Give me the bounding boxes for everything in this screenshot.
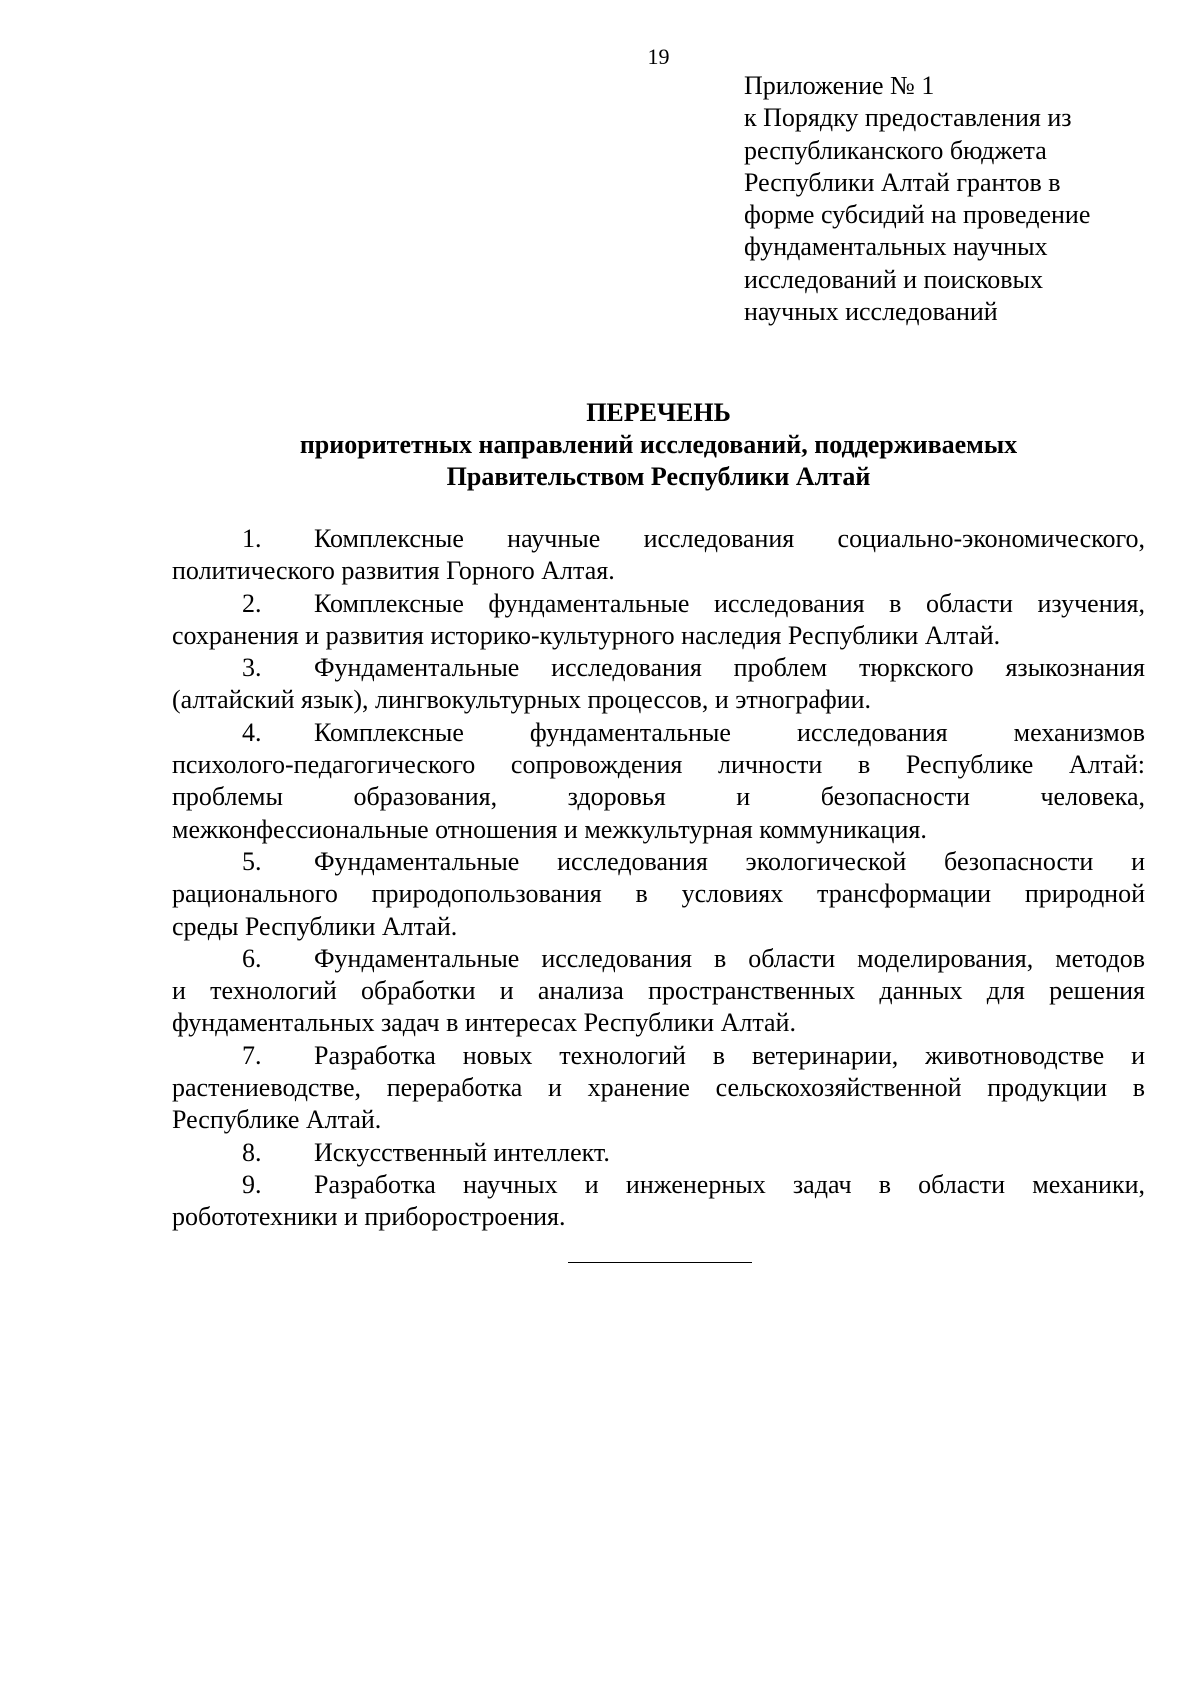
list-item-text: Комплексные фундаментальные исследования в области изучения,: [314, 588, 1145, 618]
list-item-text: Фундаментальные исследования проблем тюркского языкознания: [314, 653, 1145, 683]
list-item: [172, 846, 1145, 943]
list-item-text: Комплексные научные исследования социально-экономического,: [314, 524, 1145, 553]
list-item-line: [172, 588, 1145, 620]
list-item-text: и технологий обработки и анализа пространственных данных для решения: [172, 976, 1145, 1006]
list-item-line: [172, 878, 1145, 910]
list-item-text: психолого-педагогического сопровождения личности в Республике Алтай:: [172, 750, 1145, 780]
appendix-line: фундаментальных научных: [744, 232, 1048, 262]
list-item: [172, 523, 1145, 588]
list-item-line: [172, 846, 1145, 878]
list-item-number: 9.: [242, 1169, 262, 1199]
list-item-text: фундаментальных задач в интересах Республики Алтай.: [172, 1008, 796, 1038]
list-item-line: [172, 749, 1145, 781]
appendix-block: [744, 70, 1164, 328]
list-item-line: [172, 1072, 1145, 1104]
list-item-line: [172, 975, 1145, 1007]
list-item-line: [172, 1007, 1145, 1039]
list-item-line: [172, 943, 1145, 975]
list-item-text: (алтайский язык), лингвокультурных процессов, и этнографии.: [172, 685, 872, 715]
list-item-line: [172, 620, 1145, 652]
list-item-line: [172, 1104, 1145, 1136]
list-item-number: 4.: [242, 717, 262, 747]
list-item-text: Республике Алтай.: [172, 1105, 382, 1135]
list-item-line: [172, 1137, 1145, 1169]
heading-title: ПЕРЕЧЕНЬ: [586, 398, 731, 427]
appendix-line: исследований и поисковых: [744, 264, 1043, 294]
list-item-text: рационального природопользования в условиях трансформации природной: [172, 879, 1145, 909]
list-item-number: 1.: [242, 524, 262, 553]
list-item-text: сохранения и развития историко-культурного наследия Республики Алтай.: [172, 620, 1001, 650]
list-item-line: [172, 652, 1145, 684]
heading-subtitle: Правительством Республики Алтай: [446, 462, 871, 491]
list-item-text: Фундаментальные исследования экологической безопасности и: [314, 846, 1145, 876]
list-item-text: среды Республики Алтай.: [172, 911, 458, 941]
appendix-line: Приложение № 1: [744, 71, 935, 100]
list-item-text: Комплексные фундаментальные исследования механизмов: [314, 717, 1145, 747]
list-item-line: [172, 911, 1145, 943]
list-item-text: межконфессиональные отношения и межкультурная коммуникация.: [172, 814, 927, 844]
list-item-text: Искусственный интеллект.: [314, 1137, 610, 1167]
list-item-line: [172, 523, 1145, 555]
list-item: [172, 717, 1145, 846]
list-item-text: робототехники и приборостроения.: [172, 1202, 566, 1232]
priority-list: [172, 523, 1145, 1234]
closing-rule: [568, 1262, 752, 1263]
document-heading: [0, 397, 1200, 493]
list-item-text: политического развития Горного Алтая.: [172, 556, 615, 586]
list-item: [172, 652, 1145, 717]
list-item-text: растениеводстве, переработка и хранение сельскохозяйственной продукции в: [172, 1073, 1145, 1103]
list-item-number: 2.: [242, 588, 262, 618]
list-item: [172, 1137, 1145, 1169]
list-item-line: [172, 814, 1145, 846]
appendix-line: республиканского бюджета: [744, 135, 1047, 165]
appendix-line: Республики Алтай грантов в: [744, 167, 1061, 197]
list-item-number: 8.: [242, 1137, 262, 1167]
list-item-number: 6.: [242, 943, 262, 973]
list-item-text: Фундаментальные исследования в области моделирования, методов: [314, 943, 1145, 973]
list-item-line: [172, 717, 1145, 749]
list-item-line: [172, 1040, 1145, 1072]
list-item-number: 7.: [242, 1040, 262, 1070]
list-item: [172, 1169, 1145, 1234]
appendix-line: форме субсидий на проведение: [744, 200, 1091, 230]
list-item: [172, 588, 1145, 653]
list-item: [172, 1040, 1145, 1137]
appendix-line: научных исследований: [744, 297, 998, 327]
list-item-line: [172, 684, 1145, 716]
list-item-number: 3.: [242, 653, 262, 683]
list-item-text: Разработка научных и инженерных задач в области механики,: [314, 1169, 1145, 1199]
appendix-line: к Порядку предоставления из: [744, 103, 1072, 133]
heading-subtitle: приоритетных направлений исследований, поддерживаемых: [299, 430, 1018, 459]
list-item-number: 5.: [242, 846, 262, 876]
list-item-text: Разработка новых технологий в ветеринарии, животноводстве и: [314, 1040, 1145, 1070]
list-item-line: [172, 781, 1145, 813]
list-item-line: [172, 1169, 1145, 1201]
list-item-text: проблемы образования, здоровья и безопасности человека,: [172, 782, 1145, 812]
list-item-line: [172, 1201, 1145, 1233]
list-item: [172, 943, 1145, 1040]
list-item-line: [172, 555, 1145, 587]
page-number: 19: [647, 44, 670, 69]
